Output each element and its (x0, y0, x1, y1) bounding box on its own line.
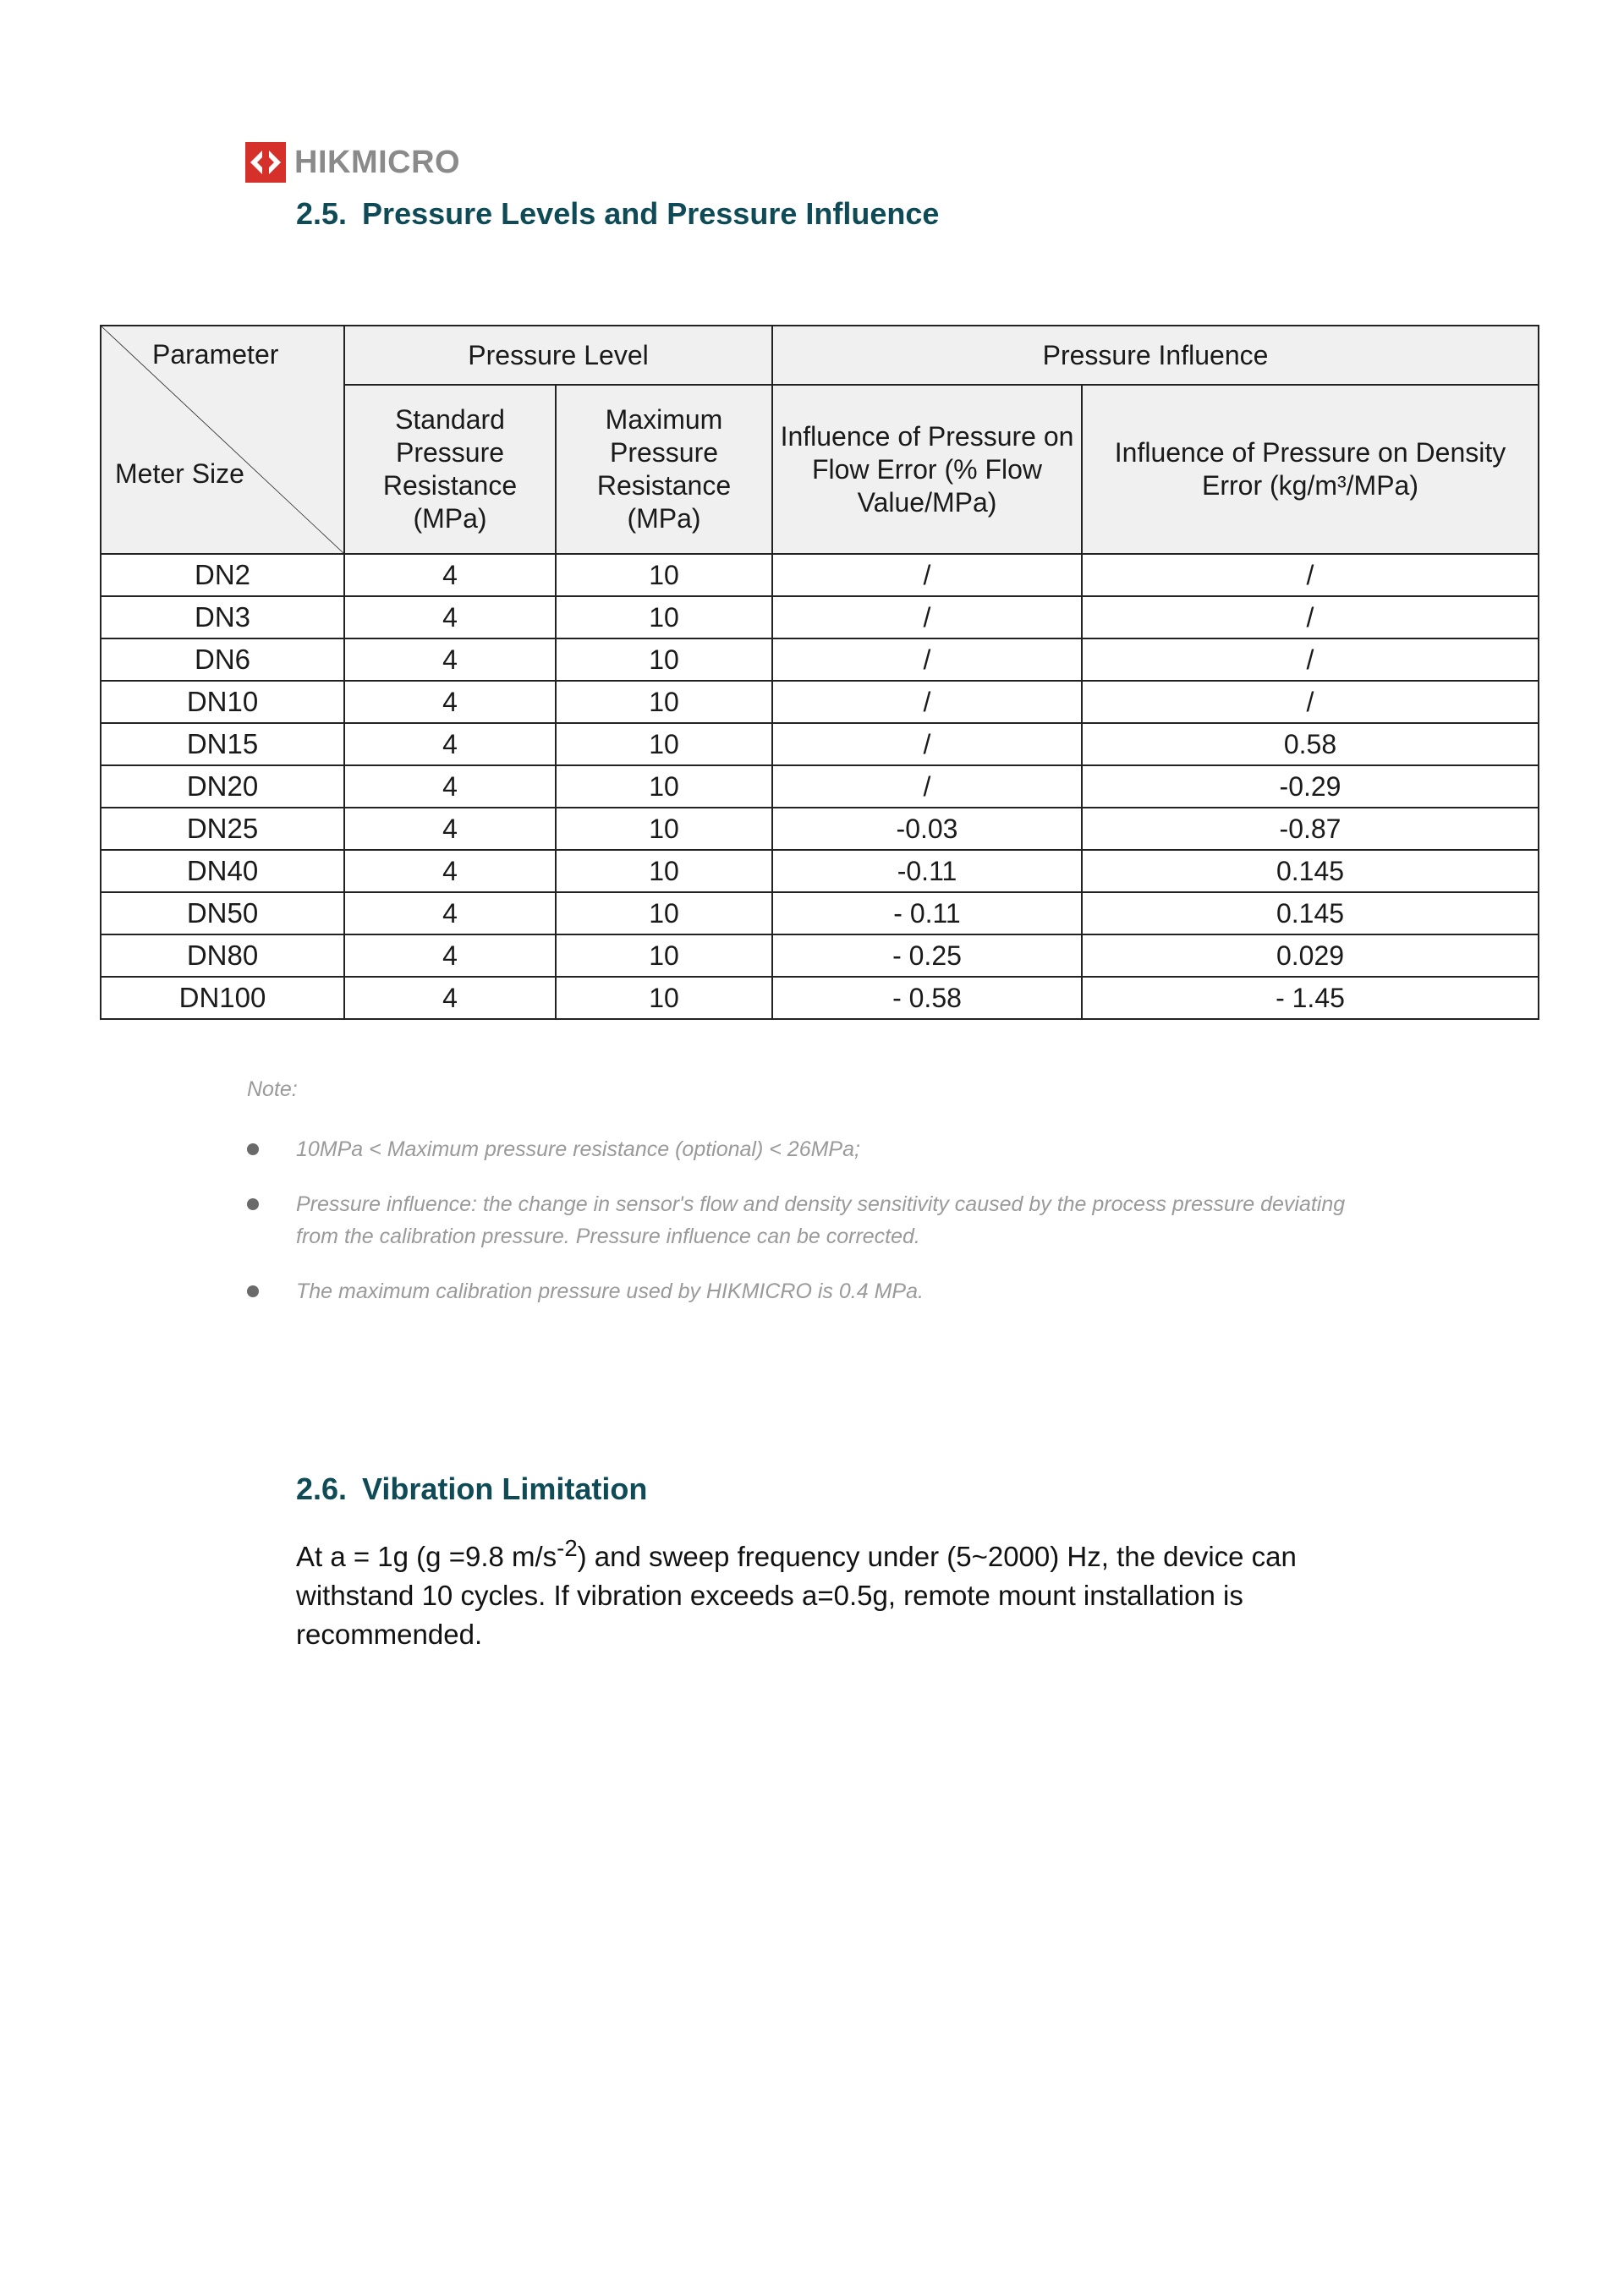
corner-header-cell (101, 326, 344, 554)
brand-logo (245, 142, 460, 183)
cell-flow-error: -0.03 (772, 808, 1082, 850)
cell-standard-pressure: 4 (344, 681, 556, 723)
cell-maximum-pressure: 10 (556, 808, 772, 850)
note-item (245, 1275, 1370, 1307)
cell-density-error: / (1082, 638, 1539, 681)
cell-flow-error: / (772, 765, 1082, 808)
cell-density-error: -0.87 (1082, 808, 1539, 850)
section-heading-pressure (296, 196, 939, 232)
cell-standard-pressure: 4 (344, 723, 556, 765)
note-item (245, 1133, 1370, 1165)
cell-density-error: - 1.45 (1082, 977, 1539, 1019)
col-header-density-error: Influence of Pressure on Density Error (kg/m³/MPa) (1082, 385, 1539, 554)
table-row (101, 681, 1539, 723)
vibration-text-part2: ) and sweep frequency under (5~2000) Hz, the device can withstand 10 cycles. If vibration exceeds a=0.5g, remote mount installation is recommended. (296, 1541, 1297, 1650)
cell-flow-error: -0.11 (772, 850, 1082, 892)
bullet-dot-icon (247, 1285, 259, 1297)
cell-density-error: 0.145 (1082, 892, 1539, 934)
col-header-flow-error: Influence of Pressure on Flow Error (% Flow Value/MPa) (772, 385, 1082, 554)
table-row (101, 596, 1539, 638)
cell-density-error: 0.029 (1082, 934, 1539, 977)
cell-standard-pressure: 4 (344, 850, 556, 892)
cell-flow-error: - 0.11 (772, 892, 1082, 934)
cell-maximum-pressure: 10 (556, 638, 772, 681)
cell-standard-pressure: 4 (344, 977, 556, 1019)
cell-flow-error: / (772, 681, 1082, 723)
table-row (101, 554, 1539, 596)
corner-meter-size-label: Meter Size (115, 458, 244, 489)
table-row (101, 934, 1539, 977)
bullet-dot-icon (247, 1143, 259, 1155)
pressure-table (100, 325, 1539, 1020)
col-header-maximum-pressure: Maximum Pressure Resistance (MPa) (556, 385, 772, 554)
cell-maximum-pressure: 10 (556, 977, 772, 1019)
cell-maximum-pressure: 10 (556, 934, 772, 977)
note-text: 10MPa < Maximum pressure resistance (optional) < 26MPa; (296, 1137, 860, 1161)
section-number: 2.5. (296, 196, 348, 231)
section-number: 2.6. (296, 1471, 348, 1506)
cell-maximum-pressure: 10 (556, 681, 772, 723)
cell-meter-size: DN2 (101, 554, 344, 596)
cell-density-error: 0.58 (1082, 723, 1539, 765)
cell-meter-size: DN25 (101, 808, 344, 850)
cell-standard-pressure: 4 (344, 554, 556, 596)
table-row (101, 892, 1539, 934)
vibration-exponent: -2 (557, 1535, 578, 1561)
note-label: Note: (247, 1077, 298, 1101)
cell-standard-pressure: 4 (344, 765, 556, 808)
brand-name: HIKMICRO (294, 144, 461, 180)
table-row (101, 850, 1539, 892)
cell-density-error: -0.29 (1082, 765, 1539, 808)
cell-flow-error: / (772, 596, 1082, 638)
cell-maximum-pressure: 10 (556, 596, 772, 638)
cell-flow-error: / (772, 554, 1082, 596)
table-row (101, 723, 1539, 765)
group-header-pressure-level: Pressure Level (344, 326, 772, 385)
table-row (101, 638, 1539, 681)
col-header-standard-pressure: Standard Pressure Resistance (MPa) (344, 385, 556, 554)
bullet-dot-icon (247, 1198, 259, 1210)
hikmicro-logo-icon (245, 142, 286, 183)
cell-maximum-pressure: 10 (556, 554, 772, 596)
cell-maximum-pressure: 10 (556, 765, 772, 808)
section-title: Pressure Levels and Pressure Influence (362, 196, 940, 231)
note-text: The maximum calibration pressure used by HIKMICRO is 0.4 MPa. (296, 1280, 924, 1303)
cell-meter-size: DN6 (101, 638, 344, 681)
table-row (101, 808, 1539, 850)
table-row (101, 977, 1539, 1019)
section-title: Vibration Limitation (362, 1471, 648, 1506)
cell-meter-size: DN40 (101, 850, 344, 892)
cell-standard-pressure: 4 (344, 892, 556, 934)
cell-density-error: / (1082, 596, 1539, 638)
cell-maximum-pressure: 10 (556, 723, 772, 765)
corner-parameter-label: Parameter (152, 339, 279, 370)
cell-flow-error: / (772, 638, 1082, 681)
cell-density-error: 0.145 (1082, 850, 1539, 892)
cell-standard-pressure: 4 (344, 934, 556, 977)
cell-flow-error: / (772, 723, 1082, 765)
section-heading-vibration (296, 1471, 647, 1507)
vibration-text-part1: At a = 1g (g =9.8 m/s (296, 1541, 557, 1572)
cell-density-error: / (1082, 554, 1539, 596)
cell-standard-pressure: 4 (344, 596, 556, 638)
cell-meter-size: DN3 (101, 596, 344, 638)
cell-meter-size: DN20 (101, 765, 344, 808)
cell-maximum-pressure: 10 (556, 850, 772, 892)
note-list (245, 1133, 1370, 1330)
cell-flow-error: - 0.58 (772, 977, 1082, 1019)
vibration-paragraph (296, 1529, 1413, 1654)
cell-meter-size: DN15 (101, 723, 344, 765)
cell-maximum-pressure: 10 (556, 892, 772, 934)
table-row (101, 765, 1539, 808)
note-item (245, 1188, 1370, 1252)
cell-meter-size: DN100 (101, 977, 344, 1019)
cell-density-error: / (1082, 681, 1539, 723)
cell-meter-size: DN80 (101, 934, 344, 977)
note-text: Pressure influence: the change in sensor's flow and density sensitivity caused by the process pressure deviating from the calibration pressure. Pressure influence can be corrected. (296, 1192, 1346, 1248)
cell-meter-size: DN50 (101, 892, 344, 934)
cell-flow-error: - 0.25 (772, 934, 1082, 977)
group-header-pressure-influence: Pressure Influence (772, 326, 1539, 385)
cell-meter-size: DN10 (101, 681, 344, 723)
cell-standard-pressure: 4 (344, 808, 556, 850)
cell-standard-pressure: 4 (344, 638, 556, 681)
